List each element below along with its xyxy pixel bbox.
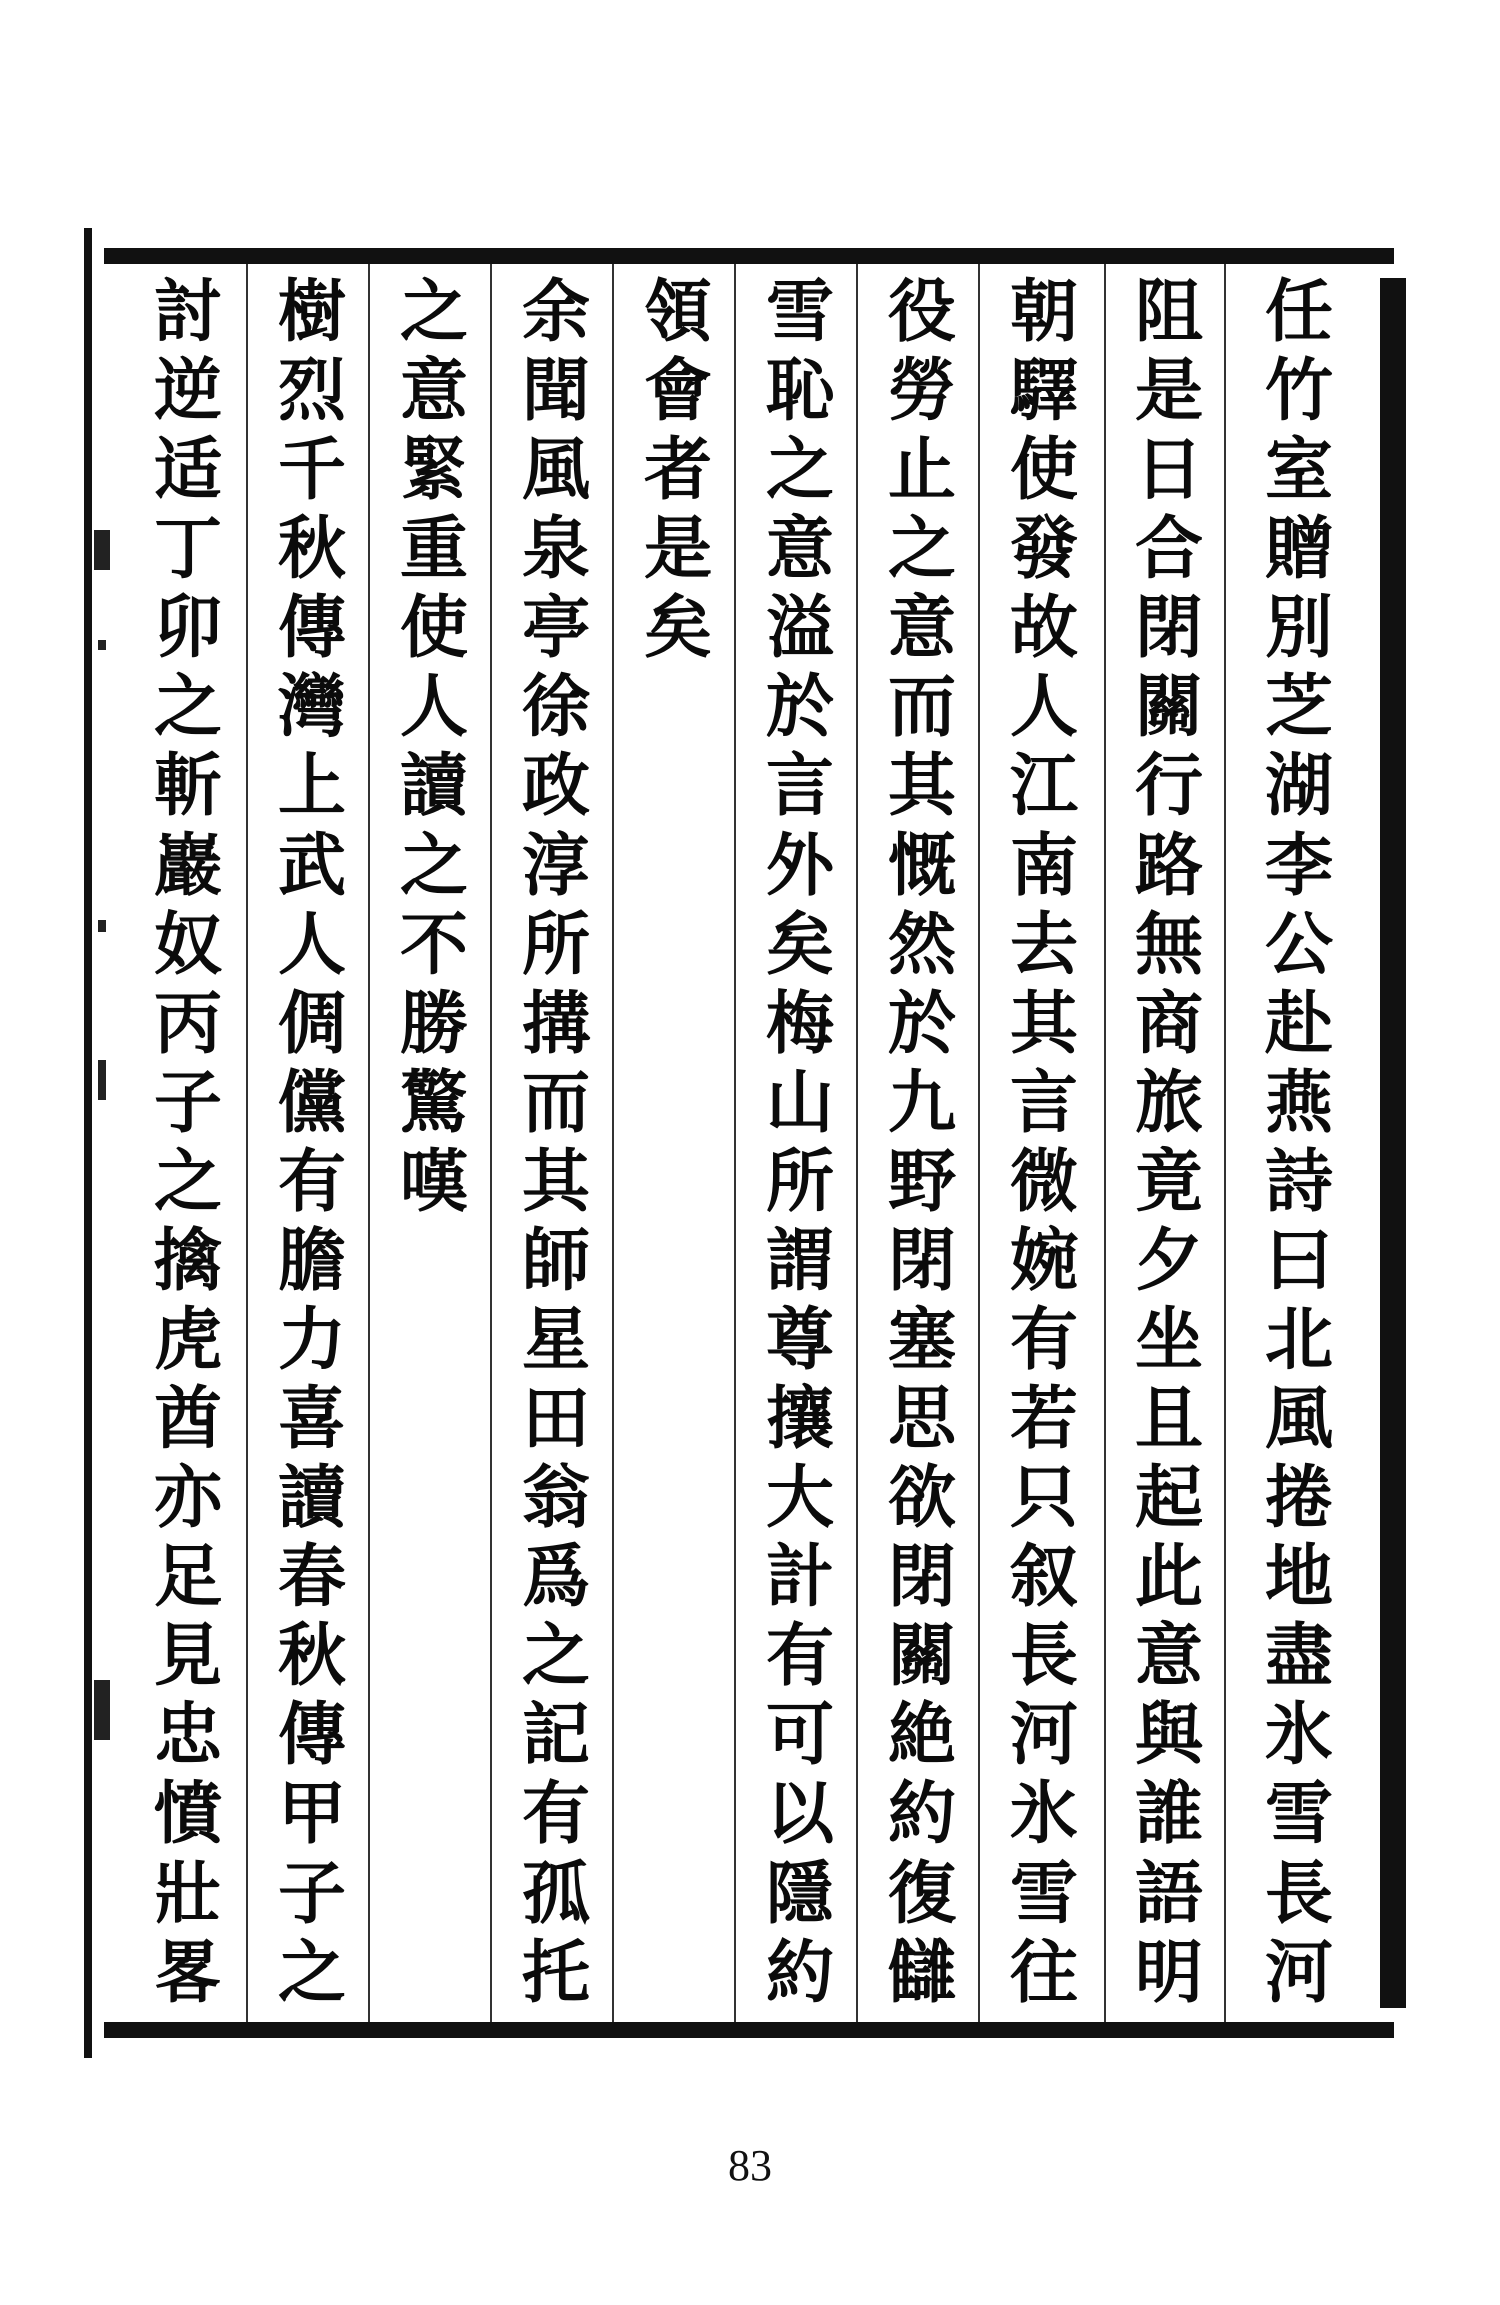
text-character: 梅 (765, 983, 834, 1064)
text-character: 且 (1134, 1379, 1203, 1460)
text-character: 是 (643, 509, 712, 590)
text-column (496, 272, 616, 2018)
text-character: 領 (643, 272, 712, 352)
text-character: 徐 (521, 667, 590, 748)
text-character: 日 (1134, 430, 1203, 511)
text-character: 雪 (1009, 1853, 1078, 1934)
text-character: 而 (887, 667, 956, 748)
text-character: 卯 (153, 588, 222, 669)
text-column (1109, 272, 1229, 2018)
text-character: 思 (887, 1379, 956, 1460)
text-character: 亦 (153, 1458, 222, 1539)
text-character: 秋 (277, 1616, 346, 1697)
text-character: 意 (765, 509, 834, 590)
text-character: 路 (1134, 825, 1203, 906)
text-character: 有 (765, 1616, 834, 1697)
text-character: 壯 (153, 1853, 222, 1934)
text-character: 別 (1264, 588, 1333, 669)
text-character: 地 (1264, 1537, 1333, 1618)
text-column (1239, 272, 1359, 2018)
text-character: 關 (1134, 667, 1203, 748)
text-character: 閉 (887, 1537, 956, 1618)
text-character: 膽 (277, 1220, 346, 1301)
text-character: 攘 (765, 1379, 834, 1460)
text-character: 之 (277, 1932, 346, 2013)
text-character: 於 (887, 983, 956, 1064)
text-character: 緊 (399, 430, 468, 511)
text-character: 可 (765, 1695, 834, 1776)
text-character: 河 (1009, 1695, 1078, 1776)
text-character: 北 (1264, 1300, 1333, 1381)
text-character: 慨 (887, 825, 956, 906)
text-character: 李 (1264, 825, 1333, 906)
text-character: 丁 (153, 509, 222, 590)
text-character: 之 (153, 1141, 222, 1222)
text-character: 丙 (153, 983, 222, 1064)
text-character: 其 (887, 746, 956, 827)
text-character: 語 (1134, 1853, 1203, 1934)
text-character: 矣 (765, 904, 834, 985)
text-character: 傳 (277, 1695, 346, 1776)
text-character: 者 (643, 430, 712, 511)
text-character: 討 (153, 272, 222, 352)
text-character: 意 (399, 351, 468, 432)
text-character: 子 (153, 1062, 222, 1143)
text-character: 誰 (1134, 1774, 1203, 1855)
text-character: 重 (399, 509, 468, 590)
text-character: 有 (277, 1141, 346, 1222)
text-character: 去 (1009, 904, 1078, 985)
text-character: 人 (1009, 667, 1078, 748)
text-character: 約 (765, 1932, 834, 2013)
text-character: 驚 (399, 1062, 468, 1143)
text-character: 此 (1134, 1537, 1203, 1618)
text-character: 勝 (399, 983, 468, 1064)
text-column (618, 272, 738, 2018)
text-character: 甲 (277, 1774, 346, 1855)
text-character: 适 (153, 430, 222, 511)
text-character: 絶 (887, 1695, 956, 1776)
text-character: 其 (521, 1141, 590, 1222)
text-character: 捲 (1264, 1458, 1333, 1539)
text-character: 武 (277, 825, 346, 906)
text-character: 所 (765, 1141, 834, 1222)
text-character: 驛 (1009, 351, 1078, 432)
text-character: 會 (643, 351, 712, 432)
text-character: 言 (765, 746, 834, 827)
text-character: 役 (887, 272, 956, 352)
text-character: 起 (1134, 1458, 1203, 1539)
text-character: 隱 (765, 1853, 834, 1934)
text-character: 傳 (277, 588, 346, 669)
text-character: 室 (1264, 430, 1333, 511)
text-character: 無 (1134, 904, 1203, 985)
text-character: 約 (887, 1774, 956, 1855)
text-character: 湖 (1264, 746, 1333, 827)
text-character: 灣 (277, 667, 346, 748)
text-character: 然 (887, 904, 956, 985)
text-character: 之 (765, 430, 834, 511)
text-character: 淳 (521, 825, 590, 906)
text-character: 若 (1009, 1379, 1078, 1460)
text-character: 於 (765, 667, 834, 748)
text-column (862, 272, 982, 2018)
text-character: 虎 (153, 1300, 222, 1381)
text-character: 讀 (399, 746, 468, 827)
text-character: 任 (1264, 272, 1333, 352)
text-character: 忠 (153, 1695, 222, 1776)
frame-bottom-border (104, 2022, 1394, 2038)
text-character: 翁 (521, 1458, 590, 1539)
text-column (128, 272, 248, 2018)
text-character: 塞 (887, 1300, 956, 1381)
text-character: 讀 (277, 1458, 346, 1539)
text-character: 江 (1009, 746, 1078, 827)
text-character: 贈 (1264, 509, 1333, 590)
text-character: 河 (1264, 1932, 1333, 2013)
text-character: 風 (521, 430, 590, 511)
text-character: 意 (887, 588, 956, 669)
text-character: 星 (521, 1300, 590, 1381)
text-character: 而 (521, 1062, 590, 1143)
text-character: 喜 (277, 1379, 346, 1460)
text-character: 子 (277, 1853, 346, 1934)
text-character: 爲 (521, 1537, 590, 1618)
text-character: 詩 (1264, 1141, 1333, 1222)
column-rule (1104, 264, 1106, 2022)
text-character: 讎 (887, 1932, 956, 2013)
text-character: 有 (521, 1774, 590, 1855)
text-column (252, 272, 372, 2018)
text-character: 商 (1134, 983, 1203, 1064)
text-character: 斬 (153, 746, 222, 827)
text-character: 只 (1009, 1458, 1078, 1539)
text-character: 意 (1134, 1616, 1203, 1697)
text-character: 九 (887, 1062, 956, 1143)
text-character: 使 (1009, 430, 1078, 511)
text-character: 倜 (277, 983, 346, 1064)
text-character: 酋 (153, 1379, 222, 1460)
text-character: 盡 (1264, 1616, 1333, 1697)
text-character: 朝 (1009, 272, 1078, 352)
text-character: 外 (765, 825, 834, 906)
text-character: 矣 (643, 588, 712, 669)
text-character: 長 (1264, 1853, 1333, 1934)
text-character: 記 (521, 1695, 590, 1776)
text-character: 欲 (887, 1458, 956, 1539)
text-character: 不 (399, 904, 468, 985)
text-character: 野 (887, 1141, 956, 1222)
text-character: 孤 (521, 1853, 590, 1934)
text-character: 人 (277, 904, 346, 985)
text-character: 曰 (1264, 1220, 1333, 1301)
text-character: 有 (1009, 1300, 1078, 1381)
text-character: 之 (521, 1616, 590, 1697)
text-character: 公 (1264, 904, 1333, 985)
text-character: 政 (521, 746, 590, 827)
text-character: 雪 (1264, 1774, 1333, 1855)
text-character: 秋 (277, 509, 346, 590)
text-character: 之 (887, 509, 956, 590)
text-character: 往 (1009, 1932, 1078, 2013)
text-character: 逆 (153, 351, 222, 432)
text-character: 竟 (1134, 1141, 1203, 1222)
text-character: 發 (1009, 509, 1078, 590)
text-character: 憤 (153, 1774, 222, 1855)
text-character: 叙 (1009, 1537, 1078, 1618)
text-character: 亭 (521, 588, 590, 669)
margin-marks (88, 500, 118, 1900)
text-character: 明 (1134, 1932, 1203, 2013)
text-character: 勞 (887, 351, 956, 432)
text-character: 見 (153, 1616, 222, 1697)
text-character: 巖 (153, 825, 222, 906)
text-character: 雪 (765, 272, 834, 352)
text-character: 其 (1009, 983, 1078, 1064)
text-character: 春 (277, 1537, 346, 1618)
text-character: 聞 (521, 351, 590, 432)
text-character: 嘆 (399, 1141, 468, 1222)
text-character: 是 (1134, 351, 1203, 432)
text-character: 尊 (765, 1300, 834, 1381)
text-character: 師 (521, 1220, 590, 1301)
text-character: 關 (887, 1616, 956, 1697)
text-character: 復 (887, 1853, 956, 1934)
text-character: 千 (277, 430, 346, 511)
text-character: 故 (1009, 588, 1078, 669)
text-character: 力 (277, 1300, 346, 1381)
text-character: 竹 (1264, 351, 1333, 432)
page-number: 83 (728, 2141, 772, 2190)
text-character: 氷 (1009, 1774, 1078, 1855)
text-character: 阻 (1134, 272, 1203, 352)
text-character: 赴 (1264, 983, 1333, 1064)
text-character: 泉 (521, 509, 590, 590)
text-character: 婉 (1009, 1220, 1078, 1301)
text-character: 止 (887, 430, 956, 511)
text-character: 南 (1009, 825, 1078, 906)
text-character: 夕 (1134, 1220, 1203, 1301)
text-character: 燕 (1264, 1062, 1333, 1143)
text-character: 合 (1134, 509, 1203, 590)
text-column (740, 272, 860, 2018)
text-character: 田 (521, 1379, 590, 1460)
text-character: 余 (521, 272, 590, 352)
text-character: 閉 (887, 1220, 956, 1301)
text-character: 之 (399, 272, 468, 352)
text-character: 人 (399, 667, 468, 748)
text-character: 恥 (765, 351, 834, 432)
text-column (984, 272, 1104, 2018)
text-character: 與 (1134, 1695, 1203, 1776)
text-character: 溢 (765, 588, 834, 669)
text-character: 大 (765, 1458, 834, 1539)
woodblock-frame (104, 248, 1394, 2038)
text-character: 閉 (1134, 588, 1203, 669)
text-character: 長 (1009, 1616, 1078, 1697)
text-character: 芝 (1264, 667, 1333, 748)
text-character: 微 (1009, 1141, 1078, 1222)
text-character: 計 (765, 1537, 834, 1618)
frame-right-border (1380, 278, 1406, 2008)
text-column (374, 272, 494, 2018)
text-character: 山 (765, 1062, 834, 1143)
text-character: 謂 (765, 1220, 834, 1301)
text-character: 上 (277, 746, 346, 827)
text-character: 氷 (1264, 1695, 1333, 1776)
text-character: 言 (1009, 1062, 1078, 1143)
text-character: 旅 (1134, 1062, 1203, 1143)
text-character: 擒 (153, 1220, 222, 1301)
text-character: 足 (153, 1537, 222, 1618)
text-character: 奴 (153, 904, 222, 985)
frame-top-border (104, 248, 1394, 264)
text-character: 行 (1134, 746, 1203, 827)
text-character: 烈 (277, 351, 346, 432)
text-character: 以 (765, 1774, 834, 1855)
text-character: 托 (521, 1932, 590, 2013)
text-character: 所 (521, 904, 590, 985)
text-character: 儻 (277, 1062, 346, 1143)
text-character: 坐 (1134, 1300, 1203, 1381)
text-character: 風 (1264, 1379, 1333, 1460)
text-character: 使 (399, 588, 468, 669)
text-character: 之 (153, 667, 222, 748)
text-character: 搆 (521, 983, 590, 1064)
text-character: 樹 (277, 272, 346, 352)
text-character: 畧 (153, 1932, 222, 2013)
text-character: 之 (399, 825, 468, 906)
